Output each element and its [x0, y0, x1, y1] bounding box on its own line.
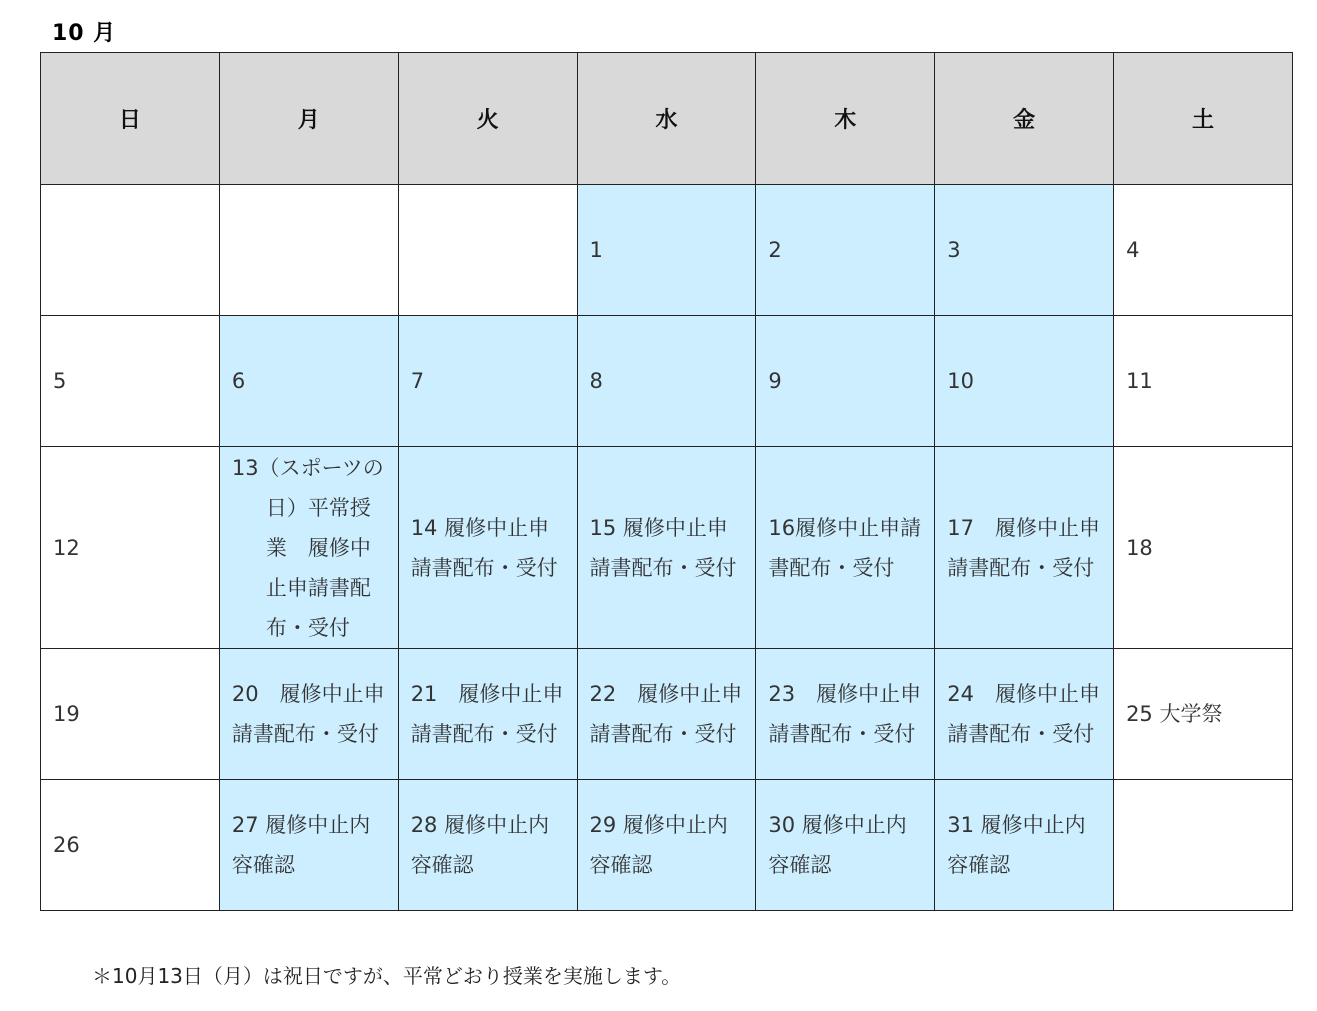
day-cell	[577, 780, 756, 911]
day-cell	[41, 316, 220, 447]
week-row-5	[41, 780, 1293, 911]
weekday-header-fri: 金	[935, 53, 1114, 185]
day-cell-text: 31 履修中止内容確認	[947, 813, 1086, 877]
week-row-3	[41, 447, 1293, 649]
day-cell-text: 26	[53, 833, 80, 857]
day-cell-text: 21 履修中止申請書配布・受付	[410, 682, 564, 746]
day-cell-text: 4	[1126, 238, 1140, 262]
day-cell-text: 10	[947, 369, 974, 393]
day-cell	[1114, 447, 1293, 649]
week-row-1	[41, 185, 1293, 316]
day-cell-text: 7	[410, 369, 425, 393]
day-cell	[756, 649, 935, 780]
day-cell	[756, 185, 935, 316]
weekday-header-sat: 土	[1114, 53, 1293, 185]
footnote: ＊10月13日（月）は祝日ですが、平常どおり授業を実施します。	[92, 964, 682, 988]
day-cell-text: 22 履修中止申請書配布・受付	[589, 682, 743, 746]
day-cell-text: 13（スポーツの日）平常授業 履修中止申請書配布・受付	[231, 455, 384, 640]
day-cell	[577, 447, 756, 649]
day-cell-text: 30 履修中止内容確認	[768, 813, 907, 877]
day-cell-text: 9	[768, 369, 782, 393]
day-cell-holiday	[219, 447, 398, 649]
day-cell	[756, 316, 935, 447]
day-cell	[1114, 316, 1293, 447]
calendar-table	[40, 52, 1293, 911]
day-cell	[398, 447, 577, 649]
day-cell-text: 3	[947, 238, 961, 262]
week-row-4	[41, 649, 1293, 780]
day-cell	[219, 780, 398, 911]
weekday-header-sun: 日	[41, 53, 220, 185]
day-cell-text: 1	[589, 238, 603, 262]
day-cell-text: 24 履修中止申請書配布・受付	[947, 682, 1100, 746]
day-cell-text: 11	[1126, 369, 1153, 393]
day-cell-text: 18	[1126, 535, 1153, 560]
day-cell	[756, 447, 935, 649]
day-cell	[219, 649, 398, 780]
day-cell	[398, 316, 577, 447]
day-cell	[577, 185, 756, 316]
day-cell-text: 8	[589, 369, 603, 393]
day-cell	[935, 185, 1114, 316]
day-cell	[398, 780, 577, 911]
weekday-header-row	[41, 53, 1293, 185]
day-cell	[756, 780, 935, 911]
day-cell-text: 27 履修中止内容確認	[231, 813, 371, 877]
weekday-header-thu: 木	[756, 53, 935, 185]
day-cell-text: 25 大学祭	[1126, 702, 1223, 726]
day-cell	[219, 316, 398, 447]
day-cell	[935, 649, 1114, 780]
day-cell-text: 28 履修中止内容確認	[410, 813, 550, 877]
day-cell-text: 5	[53, 369, 67, 393]
weekday-header-wed: 水	[577, 53, 756, 185]
month-title: 10 月	[52, 21, 117, 46]
day-cell	[41, 649, 220, 780]
day-cell	[1114, 649, 1293, 780]
day-cell-text: 29 履修中止内容確認	[589, 813, 728, 877]
day-cell	[1114, 185, 1293, 316]
day-cell-text: 6	[231, 369, 246, 393]
day-cell	[935, 780, 1114, 911]
weekday-header-mon: 月	[219, 53, 398, 185]
day-cell	[219, 185, 398, 316]
day-cell	[577, 649, 756, 780]
day-cell-text: 17 履修中止申請書配布・受付	[947, 515, 1100, 580]
day-cell-text: 23 履修中止申請書配布・受付	[768, 682, 922, 746]
day-cell	[41, 185, 220, 316]
day-cell	[577, 316, 756, 447]
day-cell-text: 15 履修中止申請書配布・受付	[589, 515, 737, 580]
day-cell-text: 14 履修中止申請書配布・受付	[410, 515, 558, 580]
day-cell	[1114, 780, 1293, 911]
day-cell-text: 12	[53, 535, 80, 560]
day-cell-text: 2	[768, 238, 782, 262]
day-cell	[935, 447, 1114, 649]
day-cell	[398, 649, 577, 780]
day-cell	[41, 447, 220, 649]
day-cell	[398, 185, 577, 316]
week-row-2	[41, 316, 1293, 447]
day-cell-text: 19	[53, 702, 80, 726]
day-cell-text: 16履修中止申請書配布・受付	[768, 515, 922, 580]
day-cell	[935, 316, 1114, 447]
weekday-header-tue: 火	[398, 53, 577, 185]
day-cell-text: 20 履修中止申請書配布・受付	[231, 682, 385, 746]
day-cell	[41, 780, 220, 911]
